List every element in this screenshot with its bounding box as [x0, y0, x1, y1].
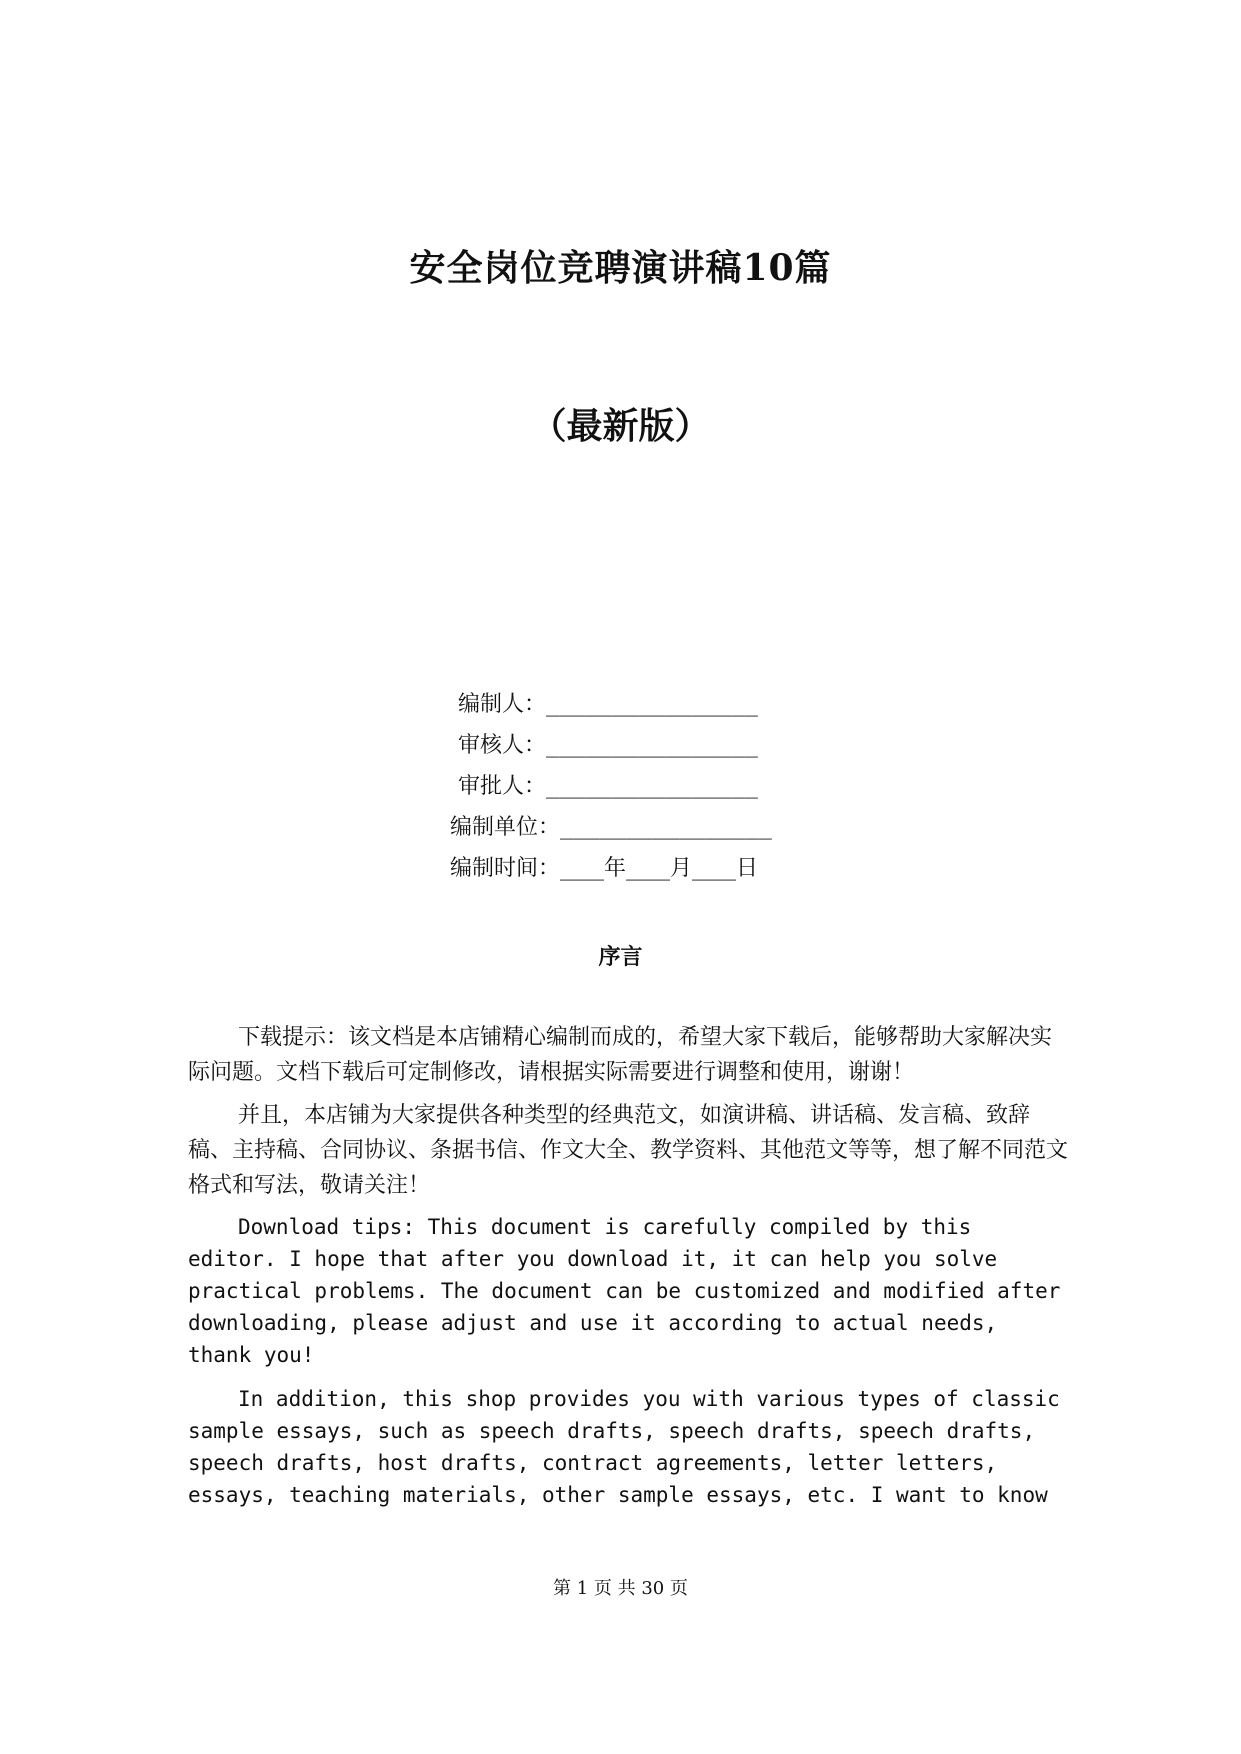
reviewer-row — [430, 725, 850, 766]
reviewer-blank: ________________ — [546, 733, 758, 758]
document-title: 安全岗位竞聘演讲稿10篇 — [409, 247, 832, 289]
unit-label: 编制单位： — [449, 815, 560, 840]
unit-row — [430, 807, 850, 848]
compiler-label: 编制人： — [457, 692, 546, 717]
time-row — [430, 848, 850, 889]
time-label: 编制时间： — [449, 856, 560, 881]
page-footer: 第 1 页 共 30 页 — [553, 1578, 688, 1599]
time-value: ____年____月____日 — [560, 856, 759, 881]
compiler-blank: ________________ — [546, 692, 758, 717]
approver-blank: ________________ — [546, 774, 758, 799]
compiler-row — [430, 684, 850, 725]
reviewer-label: 审核人： — [457, 733, 546, 758]
preface-body — [188, 1020, 1068, 1523]
approver-label: 审批人： — [457, 774, 546, 799]
preface-paragraph-en-2: In addition, this shop provides you with various types of classic sample essays, such as speech drafts, speech drafts, speech drafts, speech drafts, host drafts, contract agreements, letter letters, essays, teaching materials, other sample essays, etc. I want to know — [188, 1387, 1060, 1507]
preface-title: 序言 — [598, 944, 643, 970]
preface-paragraph-en-1: Download tips: This document is carefully compiled by this editor. I hope that after you download it, it can help you solve practical problems. The document can be customized and modified after downloading, please adjust and use it according to actual needs, thank you! — [188, 1215, 1061, 1367]
document-subtitle: （最新版） — [530, 405, 711, 447]
preface-paragraph-cn-2: 并且，本店铺为大家提供各种类型的经典范文，如演讲稿、讲话稿、发言稿、致辞稿、主持稿、合同协议、条据书信、作文大全、教学资料、其他范文等等，想了解不同范文格式和写法，敬请关注！ — [188, 1103, 1069, 1198]
approval-form — [430, 684, 850, 889]
preface-paragraph-cn-1: 下载提示：该文档是本店铺精心编制而成的，希望大家下载后，能够帮助大家解决实际问题。文档下载后可定制修改，请根据实际需要进行调整和使用，谢谢！ — [188, 1025, 1053, 1085]
approver-row — [430, 766, 850, 807]
unit-blank: ________________ — [560, 815, 772, 840]
